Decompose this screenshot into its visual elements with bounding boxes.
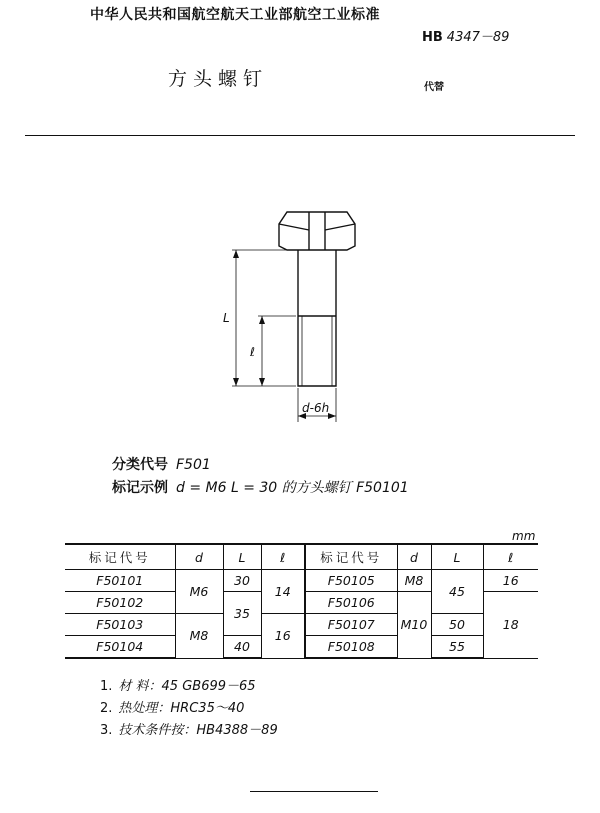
cell-L-2: 45 [431,570,483,614]
replace-label: 代替 [424,82,444,93]
standard-number [422,26,509,45]
dim-L-arrow-bottom [233,378,239,386]
notes [100,676,278,742]
page-title: 方头螺钉 [168,68,269,90]
cell-mark-code-2: F50105 [305,570,397,592]
note-number: 2. [100,701,113,716]
table-header-row [65,544,538,570]
dim-L-label: L [223,311,230,325]
cell-mark-code: F50104 [65,636,175,659]
cell-L: 40 [223,636,261,659]
header-mark-code: 标记代号 [65,544,175,570]
cell-mark-code: F50103 [65,614,175,636]
cell-mark-code: F50102 [65,592,175,614]
cell-L: 30 [223,570,261,592]
dim-l-arrow-top [259,316,265,324]
classification-value: F501 [176,457,211,473]
cell-L-2: 55 [431,636,483,659]
note-item [100,676,278,698]
header-l-2: ℓ [483,544,538,570]
footer-rule [250,791,378,792]
table-row [65,614,538,636]
cell-mark-code-2: F50106 [305,592,397,614]
unit-label: mm [512,529,536,543]
dim-L-arrow-top [233,250,239,258]
cell-d: M6 [175,570,223,614]
header-divider [25,135,575,136]
bolt-head-outline [279,212,355,250]
cell-d-2: M10 [397,592,431,659]
header-L: L [223,544,261,570]
classification-line [112,454,211,474]
header-L-2: L [431,544,483,570]
dim-l-arrow-bottom [259,378,265,386]
note-text: 技术条件按：HB4388－89 [118,723,278,738]
example-value: d = M6 L = 30 的方头螺钉 F50101 [176,480,409,496]
header-d-2: d [397,544,431,570]
cell-d-2: M8 [397,570,431,592]
header-d: d [175,544,223,570]
table-row [65,570,538,592]
cell-d: M8 [175,614,223,659]
dim-d-label: d-6h [302,401,330,415]
cell-L-2: 50 [431,614,483,636]
standard-code: 4347－89 [446,30,510,45]
cell-mark-code: F50101 [65,570,175,592]
dim-d-arrow-right [328,413,336,419]
cell-mark-code-2: F50107 [305,614,397,636]
note-item [100,720,278,742]
cell-mark-code-2: F50108 [305,636,397,659]
example-label: 标记示例 [112,480,168,496]
bolt-shank-outline [298,250,336,386]
note-text: 热处理：HRC35～40 [118,701,245,716]
note-number: 1. [100,679,113,694]
bolt-drawing [210,200,380,430]
bolt-head-chamfer-right-slope [325,224,355,230]
spec-table [65,543,538,659]
note-number: 3. [100,723,113,738]
dim-l-label: ℓ [250,345,255,359]
classification-label: 分类代号 [112,457,168,473]
note-text: 材 料：45 GB699－65 [118,679,256,694]
note-item [100,698,278,720]
bolt-head-chamfer-left-slope [279,224,309,230]
cell-l: 14 [261,570,305,614]
cell-L: 35 [223,592,261,636]
cell-l-2: 18 [483,592,538,659]
issuing-organization: 中华人民共和国航空航天工业部航空工业标准 [90,7,380,23]
example-line [112,477,409,497]
standard-prefix: HB [422,30,443,45]
header-l: ℓ [261,544,305,570]
cell-l: 16 [261,614,305,659]
header-mark-code-2: 标记代号 [305,544,397,570]
cell-l-2: 16 [483,570,538,592]
